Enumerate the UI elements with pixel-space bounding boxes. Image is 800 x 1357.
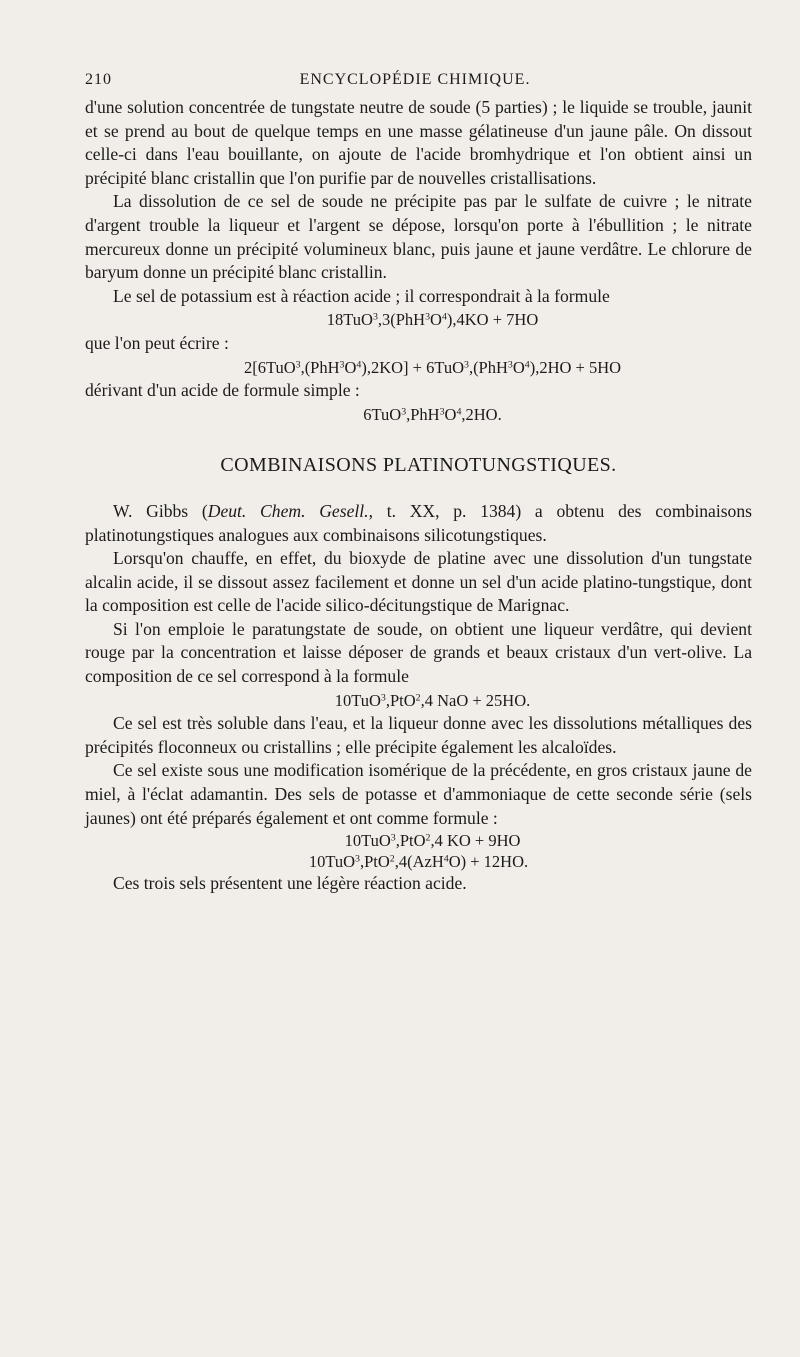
formula: $2[6TuO^3,(PhH^3O^4),2KO] + 6TuO^3,(PhH^3O^4),2HO + 5HO$ [243, 357, 622, 377]
paragraph: que l'on peut écrire : [85, 332, 229, 353]
formula: 10TuO$^3$,PtO$^2$,4 NaO + 25HO. [334, 690, 531, 710]
formula: 10TuO$^3$,PtO$^2$,4 KO + 9HO 10TuO$^3$,PtO$^2$,4(AzH$^4$O) + 12HO. [308, 831, 529, 872]
paragraph: Ces trois sels présentent une légère réaction acide. [113, 873, 467, 894]
page-body [85, 96, 752, 896]
paragraph: Le sel de potassium est à réaction acide ; il correspondrait à la formule [113, 285, 610, 306]
formula: $18TuO^3,3(PhH^3O^4),4KO + 7HO$ [326, 310, 539, 330]
paragraph: d'une solution concentrée de tungstate neutre de soude (5 parties) ; le liquide se trouble, jaunit et se prend au bout de quelque temps en une masse gélatineuse d'un jaune pâle. On dissout celle-ci dans l'eau bouillante, on ajoute de l'acide bromhydrique et l'on obtient ainsi un précipité blanc cristallin que l'on purifie par de nouvelles cristallisations. [85, 97, 752, 188]
page-header [85, 71, 745, 93]
section-heading: COMBINAISONS PLATINOTUNGSTIQUES. [220, 454, 617, 477]
paragraph: dérivant d'un acide de formule simple : [85, 380, 360, 401]
paragraph: Ce sel est très soluble dans l'eau, et la liqueur donne avec les dissolutions métalliques des précipités floconneux ou cristallins ; elle précipite également les alcaloïdes. [85, 713, 752, 757]
running-title: ENCYCLOPÉDIE CHIMIQUE. [299, 71, 531, 88]
formula: $6TuO^3,PhH^3O^4,2HO$. [363, 404, 502, 424]
page-number: 210 [85, 71, 112, 88]
paragraph: Lorsqu'on chauffe, en effet, du bioxyde de platine avec une dissolution d'un tungstate alcalin acide, il se dissout assez facilement et donne un sel d'un acide platino-tungstique, dont la composition est celle de l'acide silico-décitungstique de Marignac. [85, 548, 752, 616]
paragraph: W. Gibbs (Deut. Chem. Gesell., t. XX, p. 1384) a obtenu des combinaisons platinotungstiques analogues aux combinaisons silicotungstiques. [85, 500, 752, 545]
paragraph: Ce sel existe sous une modification isomérique de la précédente, en gros cristaux jaune de miel, à l'éclat adamantin. Des sels de potasse et d'ammoniaque de cette seconde série (sels jaunes) ont été préparés également et ont comme formule : [85, 760, 752, 828]
paragraph: La dissolution de ce sel de soude ne précipite pas par le sulfate de cuivre ; le nitrate d'argent trouble la liqueur et l'argent se dépose, lorsqu'on porte à l'ébullition ; le nitrate mercureux donne un précipité volumineux blanc, puis jaune et jaune verdâtre. Le chlorure de baryum donne un précipité blanc cristallin. [85, 191, 752, 283]
paragraph: Si l'on emploie le paratungstate de soude, on obtient une liqueur verdâtre, qui devient rouge par la concentration et laisse déposer de grands et beaux cristaux d'un vert-olive. La composition de ce sel correspond à la formule [85, 618, 752, 687]
